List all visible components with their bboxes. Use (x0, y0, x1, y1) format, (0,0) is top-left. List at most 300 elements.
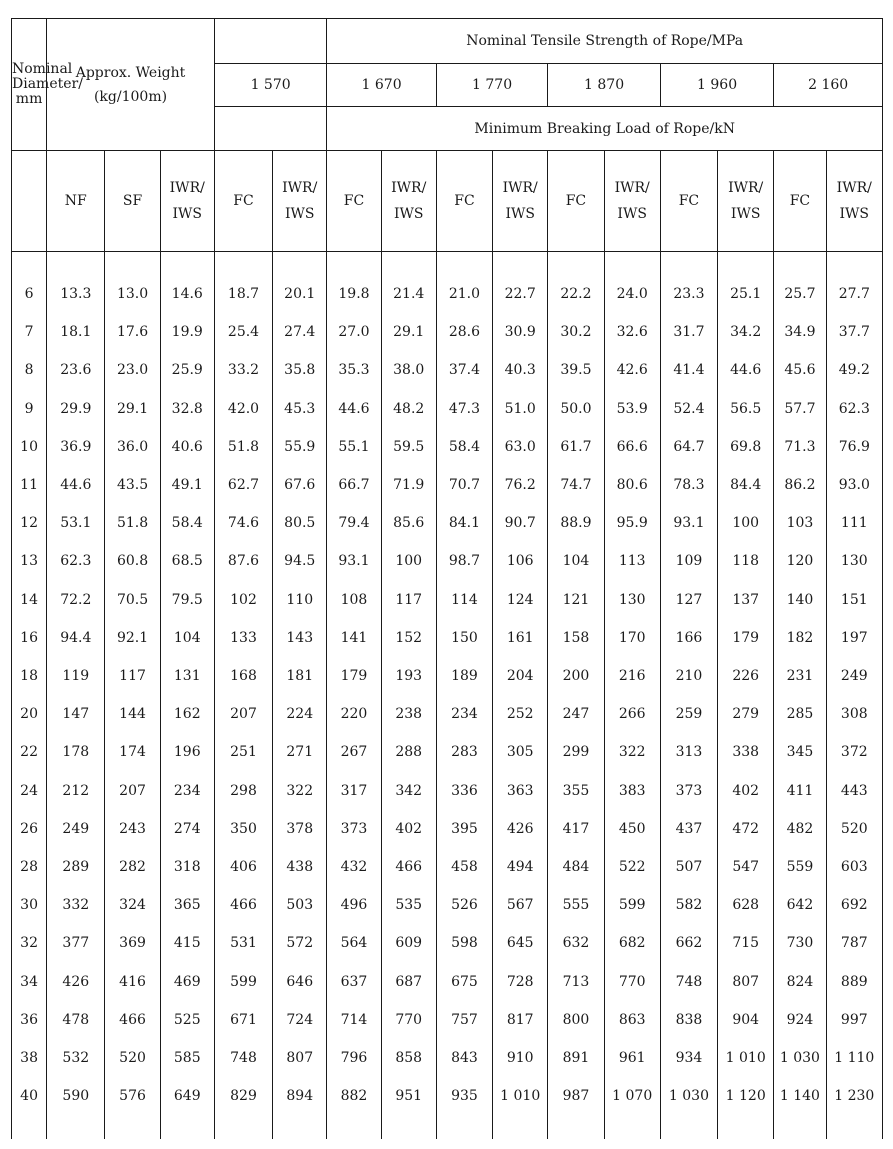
table-cell: 29.1 (393, 324, 425, 341)
table-cell: 130 (840, 553, 868, 570)
table-cell: 80.5 (284, 515, 316, 532)
table-cell: 11 (20, 477, 38, 494)
table-cell: 35.8 (284, 362, 316, 379)
table-cell: 728 (506, 973, 534, 990)
strength-1570: 1 570 (214, 64, 326, 107)
table-cell: 28.6 (448, 324, 481, 341)
table-cell: 247 (562, 706, 590, 723)
table-cell: 599 (618, 897, 646, 914)
table-cell: 34.2 (730, 324, 762, 341)
table-cell: 40.3 (504, 362, 536, 379)
blank-header-cell (214, 19, 326, 64)
table-cell: 252 (506, 706, 534, 723)
table-cell: 14 (20, 591, 38, 608)
table-cell: 57.7 (784, 400, 816, 417)
table-cell: 110 (286, 591, 314, 608)
strength-1870: 1 870 (548, 64, 661, 107)
table-cell: 45.6 (784, 362, 816, 379)
table-cell: 55.1 (338, 438, 370, 455)
table-cell: 70.7 (448, 477, 481, 494)
table-cell: 443 (840, 782, 868, 799)
table-cell: 36.0 (116, 438, 149, 455)
table-cell: 27.4 (284, 324, 316, 341)
table-cell: 271 (286, 744, 314, 761)
table-cell: 152 (395, 629, 423, 646)
table-cell: 49.2 (838, 362, 870, 379)
table-cell: 133 (230, 629, 257, 646)
table-cell: 426 (62, 973, 90, 990)
table-cell: 189 (451, 668, 478, 685)
table-cell: 1 230 (834, 1088, 875, 1105)
table-cell: 151 (840, 591, 868, 608)
table-cell: 671 (230, 1011, 257, 1028)
blank-header-cell (214, 107, 326, 151)
table-cell: 482 (786, 820, 814, 837)
table-cell: 1 010 (725, 1050, 766, 1067)
table-cell: 196 (173, 744, 201, 761)
table-cell: 29.1 (116, 400, 149, 417)
nominal-diameter-line1: Nominal (12, 61, 73, 77)
table-cell: 24 (20, 782, 38, 799)
table-cell: 585 (173, 1050, 201, 1067)
table-cell: 531 (230, 935, 257, 952)
table-cell: 80.6 (616, 477, 648, 494)
table-cell: 415 (173, 935, 201, 952)
table-cell: 59.5 (393, 438, 425, 455)
table-cell: 324 (119, 897, 146, 914)
table-cell: 179 (732, 629, 760, 646)
table-cell: 9 (24, 400, 34, 417)
table-cell: 6 (24, 286, 34, 303)
table-cell: 687 (395, 973, 423, 990)
table-cell: 649 (173, 1088, 201, 1105)
table-cell: 682 (618, 935, 646, 952)
table-cell: 288 (395, 744, 423, 761)
table-cell: 141 (340, 629, 368, 646)
table-cell: 748 (230, 1050, 257, 1067)
table-cell: 38.0 (393, 362, 425, 379)
fc-1770-column (436, 252, 492, 1139)
table-cell: 53.1 (60, 515, 92, 532)
table-cell: 90.7 (504, 515, 536, 532)
table-cell: 68.5 (171, 553, 203, 570)
nominal-tensile-header: Nominal Tensile Strength of Rope/MPa (327, 19, 883, 64)
table-cell: 48.2 (393, 400, 425, 417)
table-cell: 1 030 (779, 1050, 820, 1067)
table-cell: 103 (786, 515, 814, 532)
table-cell: 535 (395, 897, 423, 914)
table-cell: 520 (119, 1050, 146, 1067)
table-cell: 130 (618, 591, 646, 608)
table-cell: 997 (840, 1011, 868, 1028)
fc-1960-column (660, 252, 717, 1139)
table-cell: 1 030 (668, 1088, 709, 1105)
table-cell: 377 (62, 935, 90, 952)
table-cell: 71.9 (393, 477, 425, 494)
table-cell: 8 (24, 362, 34, 379)
table-cell: 117 (119, 668, 146, 685)
table-cell: 692 (840, 897, 868, 914)
col-header-weight-iwr-iws: IWR/ IWS (160, 151, 214, 252)
table-cell: 100 (732, 515, 760, 532)
table-cell: 62.3 (838, 400, 870, 417)
table-cell: 12 (20, 515, 38, 532)
table-cell: 609 (395, 935, 423, 952)
table-cell: 350 (230, 820, 257, 837)
table-cell: 342 (395, 782, 423, 799)
table-cell: 266 (618, 706, 646, 723)
table-cell: 60.8 (116, 553, 149, 570)
table-cell: 13.0 (116, 286, 149, 303)
approx-weight-line1: Approx. Weight (75, 64, 186, 81)
table-cell: 576 (119, 1088, 146, 1105)
fc-2160-column (774, 252, 826, 1139)
nominal-diameter-header (12, 19, 83, 151)
table-cell: 22.2 (560, 286, 592, 303)
table-cell: 603 (840, 859, 868, 876)
table-cell: 285 (786, 706, 814, 723)
table-cell: 522 (618, 859, 646, 876)
table-cell: 53.9 (616, 400, 648, 417)
iwr-1960-column (718, 252, 774, 1139)
table-cell: 642 (786, 897, 814, 914)
rope-specification-table (11, 18, 883, 1139)
table-cell: 934 (675, 1050, 703, 1067)
col-header-iwr-iws: IWR/ IWS (604, 151, 660, 252)
table-cell: 62.3 (60, 553, 92, 570)
table-cell: 113 (618, 553, 646, 570)
table-cell: 37.4 (448, 362, 481, 379)
table-cell: 100 (395, 553, 423, 570)
table-cell: 432 (340, 859, 368, 876)
table-cell: 298 (230, 782, 257, 799)
table-cell: 62.7 (227, 477, 260, 494)
table-cell: 259 (675, 706, 703, 723)
table-cell: 582 (675, 897, 703, 914)
table-cell: 58.4 (448, 438, 481, 455)
table-cell: 437 (675, 820, 703, 837)
table-cell: 181 (286, 668, 314, 685)
table-cell: 472 (732, 820, 760, 837)
col-header-fc: FC (327, 151, 381, 252)
table-cell: 715 (732, 935, 760, 952)
table-cell: 313 (675, 744, 703, 761)
table-cell: 21.4 (393, 286, 425, 303)
table-cell: 32.8 (171, 400, 203, 417)
table-cell: 106 (506, 553, 534, 570)
table-cell: 16 (20, 629, 38, 646)
table-cell: 120 (786, 553, 814, 570)
table-cell: 22.7 (504, 286, 536, 303)
table-cell: 124 (506, 591, 534, 608)
table-cell: 23.0 (116, 362, 149, 379)
blank-subheader-cell (12, 151, 47, 252)
table-cell: 50.0 (560, 400, 592, 417)
table-cell: 458 (451, 859, 478, 876)
table-cell: 496 (340, 897, 368, 914)
table-cell: 66.7 (338, 477, 370, 494)
strength-2160: 2 160 (774, 64, 883, 107)
table-cell: 30.9 (504, 324, 536, 341)
table-cell: 402 (732, 782, 760, 799)
table-cell: 838 (675, 1011, 703, 1028)
table-cell: 58.4 (171, 515, 203, 532)
col-header-fc: FC (660, 151, 717, 252)
table-cell: 34 (20, 973, 38, 990)
iwr-2160-column (826, 252, 882, 1139)
table-cell: 299 (562, 744, 590, 761)
table-cell: 363 (506, 782, 534, 799)
table-cell: 378 (286, 820, 314, 837)
table-cell: 119 (62, 668, 90, 685)
table-cell: 924 (786, 1011, 814, 1028)
table-cell: 598 (451, 935, 478, 952)
table-cell: 318 (173, 859, 201, 876)
table-cell: 18.7 (227, 286, 260, 303)
table-cell: 23.6 (60, 362, 92, 379)
table-cell: 127 (675, 591, 703, 608)
table-cell: 336 (451, 782, 478, 799)
table-cell: 26 (20, 820, 38, 837)
table-cell: 282 (119, 859, 146, 876)
table-cell: 51.8 (116, 515, 149, 532)
table-cell: 34.9 (784, 324, 816, 341)
col-header-nf: NF (47, 151, 105, 252)
table-cell: 469 (173, 973, 201, 990)
table-cell: 93.0 (838, 477, 870, 494)
table-cell: 807 (732, 973, 760, 990)
table-cell: 478 (62, 1011, 90, 1028)
table-cell: 355 (562, 782, 590, 799)
table-cell: 79.5 (171, 591, 203, 608)
table-cell: 117 (395, 591, 423, 608)
table-cell: 193 (395, 668, 423, 685)
col-header-fc: FC (548, 151, 604, 252)
nominal-diameter-line2: Diameter/ (12, 76, 83, 92)
table-cell: 72.2 (60, 591, 92, 608)
table-cell: 45.3 (284, 400, 316, 417)
table-cell: 13.3 (60, 286, 92, 303)
table-cell: 170 (618, 629, 646, 646)
table-cell: 161 (506, 629, 534, 646)
table-cell: 1 120 (725, 1088, 766, 1105)
min-breaking-header: Minimum Breaking Load of Rope/kN (327, 107, 883, 151)
table-cell: 317 (340, 782, 368, 799)
table-cell: 274 (173, 820, 201, 837)
table-cell: 52.4 (673, 400, 705, 417)
table-cell: 724 (286, 1011, 314, 1028)
table-cell: 416 (119, 973, 146, 990)
table-cell: 308 (840, 706, 868, 723)
table-cell: 572 (286, 935, 314, 952)
table-cell: 904 (732, 1011, 760, 1028)
table-cell: 28 (20, 859, 38, 876)
table-cell: 31.7 (673, 324, 705, 341)
table-cell: 231 (786, 668, 814, 685)
table-cell: 637 (340, 973, 368, 990)
table-cell: 714 (340, 1011, 368, 1028)
table-cell: 216 (618, 668, 646, 685)
table-cell: 891 (562, 1050, 590, 1067)
table-cell: 150 (451, 629, 478, 646)
table-cell: 13 (20, 553, 38, 570)
table-cell: 10 (20, 438, 38, 455)
table-cell: 212 (62, 782, 90, 799)
table-cell: 143 (286, 629, 314, 646)
table-cell: 104 (562, 553, 590, 570)
table-cell: 36.9 (60, 438, 92, 455)
table-cell: 78.3 (673, 477, 705, 494)
table-cell: 74.6 (227, 515, 260, 532)
table-cell: 23.3 (673, 286, 705, 303)
fc-1670-column (327, 252, 381, 1139)
table-cell: 889 (840, 973, 868, 990)
table-cell: 178 (62, 744, 90, 761)
table-cell: 210 (675, 668, 703, 685)
table-cell: 200 (562, 668, 590, 685)
table-cell: 76.9 (838, 438, 870, 455)
table-cell: 1 010 (500, 1088, 541, 1105)
table-cell: 770 (395, 1011, 423, 1028)
table-cell: 86.2 (784, 477, 816, 494)
table-cell: 645 (506, 935, 534, 952)
table-cell: 25.4 (227, 324, 260, 341)
table-cell: 345 (786, 744, 814, 761)
table-cell: 365 (173, 897, 201, 914)
table-cell: 33.2 (227, 362, 260, 379)
col-header-iwr-iws: IWR/ IWS (718, 151, 774, 252)
table-cell: 30.2 (560, 324, 592, 341)
table-cell: 84.4 (730, 477, 762, 494)
weight-nf-column (47, 252, 105, 1139)
table-cell: 24.0 (616, 286, 648, 303)
table-cell: 1 110 (834, 1050, 875, 1067)
table-cell: 882 (340, 1088, 368, 1105)
table-cell: 147 (62, 706, 90, 723)
table-cell: 51.8 (227, 438, 260, 455)
table-cell: 158 (562, 629, 590, 646)
table-cell: 249 (62, 820, 90, 837)
table-cell: 35.3 (338, 362, 370, 379)
table-cell: 7 (24, 324, 34, 341)
table-cell: 42.0 (227, 400, 260, 417)
table-cell: 910 (506, 1050, 534, 1067)
table-cell: 466 (395, 859, 423, 876)
table-cell: 249 (840, 668, 868, 685)
table-cell: 220 (340, 706, 368, 723)
table-cell: 525 (173, 1011, 201, 1028)
table-cell: 935 (451, 1088, 478, 1105)
table-cell: 92.1 (116, 629, 149, 646)
table-cell: 27.0 (338, 324, 370, 341)
weight-iwr-column (160, 252, 214, 1139)
table-cell: 526 (451, 897, 478, 914)
nominal-diameter-line3: mm (15, 91, 43, 107)
table-cell: 800 (562, 1011, 590, 1028)
table-cell: 817 (506, 1011, 534, 1028)
table-cell: 121 (562, 591, 590, 608)
table-cell: 322 (618, 744, 646, 761)
col-header-fc: FC (436, 151, 492, 252)
table-cell: 18 (20, 668, 38, 685)
table-cell: 632 (562, 935, 590, 952)
table-cell: 29.9 (60, 400, 92, 417)
table-cell: 283 (451, 744, 478, 761)
table-cell: 426 (506, 820, 534, 837)
table-cell: 88.9 (560, 515, 592, 532)
table-cell: 17.6 (116, 324, 149, 341)
table-cell: 1 140 (779, 1088, 820, 1105)
diameter-column (12, 252, 47, 1139)
fc-1870-column (548, 252, 604, 1139)
approx-weight-line2: (kg/100m) (93, 88, 168, 105)
table-cell: 66.6 (616, 438, 648, 455)
table-cell: 234 (451, 706, 478, 723)
table-cell: 64.7 (673, 438, 705, 455)
table-cell: 987 (562, 1088, 590, 1105)
table-cell: 417 (562, 820, 590, 837)
table-cell: 140 (786, 591, 814, 608)
table-cell: 748 (675, 973, 703, 990)
table-cell: 25.9 (171, 362, 203, 379)
table-cell: 74.7 (560, 477, 592, 494)
table-cell: 98.7 (448, 553, 481, 570)
table-cell: 894 (286, 1088, 314, 1105)
table-cell: 87.6 (227, 553, 260, 570)
table-cell: 383 (618, 782, 646, 799)
table-cell: 395 (451, 820, 478, 837)
col-header-fc: FC (774, 151, 826, 252)
table-cell: 41.4 (673, 362, 705, 379)
table-cell: 559 (786, 859, 814, 876)
table-cell: 438 (286, 859, 314, 876)
table-cell: 305 (506, 744, 534, 761)
table-cell: 131 (173, 668, 201, 685)
table-cell: 25.1 (730, 286, 762, 303)
table-cell: 67.6 (284, 477, 316, 494)
table-cell: 21.0 (448, 286, 481, 303)
table-cell: 20.1 (284, 286, 316, 303)
table-cell: 590 (62, 1088, 90, 1105)
table-cell: 713 (562, 973, 590, 990)
table-cell: 564 (340, 935, 368, 952)
table-cell: 369 (119, 935, 146, 952)
table-cell: 243 (119, 820, 146, 837)
table-cell: 40 (20, 1088, 38, 1105)
table-cell: 730 (786, 935, 814, 952)
table-cell: 450 (618, 820, 646, 837)
table-cell: 179 (340, 668, 368, 685)
table-cell: 484 (562, 859, 590, 876)
table-cell: 25.7 (784, 286, 816, 303)
table-cell: 567 (506, 897, 534, 914)
table-cell: 95.9 (616, 515, 648, 532)
table-cell: 829 (230, 1088, 257, 1105)
table-cell: 93.1 (673, 515, 705, 532)
table-cell: 49.1 (171, 477, 203, 494)
table-cell: 332 (62, 897, 90, 914)
table-cell: 20 (20, 706, 38, 723)
table-cell: 503 (286, 897, 314, 914)
strength-1670: 1 670 (327, 64, 436, 107)
table-cell: 494 (506, 859, 534, 876)
table-cell: 207 (119, 782, 146, 799)
table-cell: 43.5 (116, 477, 149, 494)
iwr-1870-column (604, 252, 660, 1139)
table-cell: 251 (230, 744, 257, 761)
table-cell: 38 (20, 1050, 38, 1067)
table-cell: 289 (62, 859, 90, 876)
